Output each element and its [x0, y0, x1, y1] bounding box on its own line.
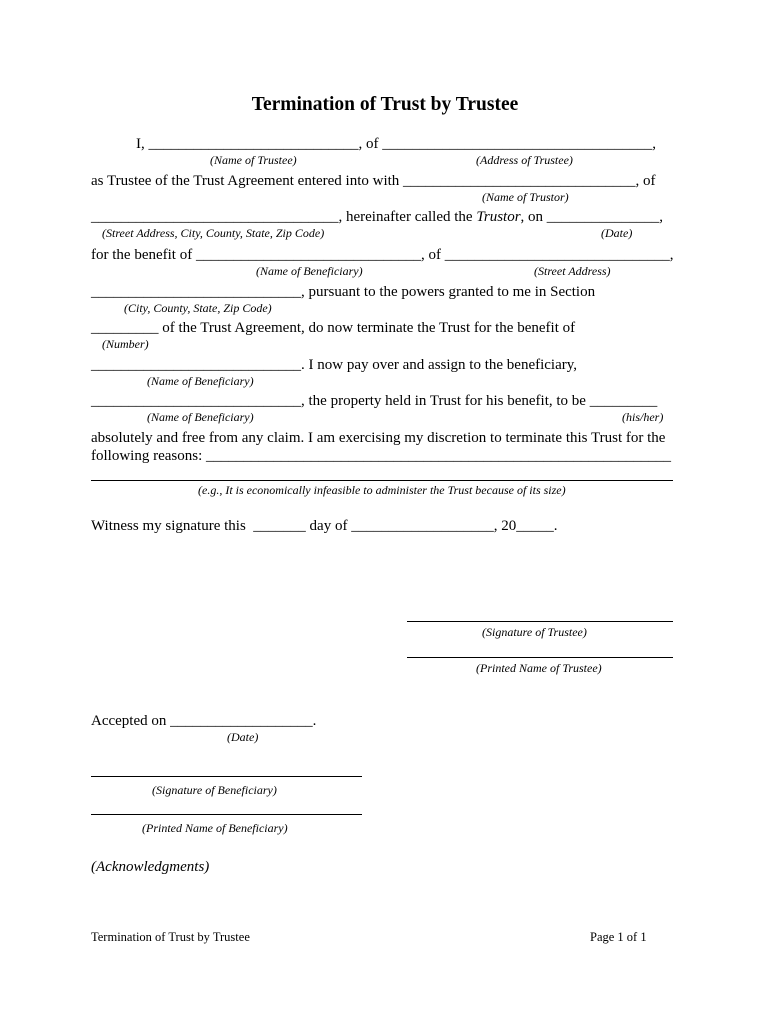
caption-signature-of-trustee: (Signature of Trustee) — [482, 625, 587, 639]
document-title: Termination of Trust by Trustee — [251, 94, 519, 115]
reasons-line: following reasons: ______________________________________________________________ — [91, 448, 671, 464]
acknowledgments-heading: (Acknowledgments) — [91, 859, 210, 875]
trustor-address-text-b: , on _______________, — [520, 209, 664, 225]
trustee-line: I, ____________________________, of ____________________________________, — [136, 136, 656, 152]
footer-title: Termination of Trust by Trustee — [91, 930, 250, 944]
caption-street-address-full: (Street Address, City, County, State, Zip Code) — [102, 226, 325, 240]
caption-accept-date: (Date) — [227, 730, 259, 744]
trustor-address-line — [91, 208, 663, 226]
assign-line: ____________________________. I now pay over and assign to the beneficiary, — [91, 357, 578, 373]
reasons-blank-line — [91, 480, 673, 481]
footer-page-number: Page 1 of 1 — [590, 930, 647, 944]
caption-name-of-trustee: (Name of Trustee) — [210, 153, 297, 167]
caption-number: (Number) — [102, 337, 149, 351]
caption-signature-of-beneficiary: (Signature of Beneficiary) — [152, 783, 277, 797]
caption-printed-name-of-trustee: (Printed Name of Trustee) — [476, 661, 602, 675]
trustor-term: Trustor — [476, 209, 521, 225]
caption-name-of-trustor: (Name of Trustor) — [482, 190, 569, 204]
caption-street-address: (Street Address) — [534, 264, 611, 278]
property-line: ____________________________, the property held in Trust for his benefit, to be _________ — [91, 393, 658, 409]
witness-line: Witness my signature this _______ day of ___________________, 20_____. — [91, 518, 558, 534]
beneficiary-signature-line — [91, 776, 362, 777]
section-powers-line: ____________________________, pursuant to the powers granted to me in Section — [91, 284, 596, 300]
terminate-trust-line: _________ of the Trust Agreement, do now terminate the Trust for the benefit of — [91, 320, 576, 336]
accepted-on-line: Accepted on ___________________. — [91, 713, 317, 729]
caption-city-county-state-zip: (City, County, State, Zip Code) — [124, 301, 272, 315]
beneficiary-printed-name-line — [91, 814, 362, 815]
caption-example-reason: (e.g., It is economically infeasible to administer the Trust because of its size) — [198, 483, 566, 497]
caption-date: (Date) — [601, 226, 633, 240]
caption-name-of-beneficiary: (Name of Beneficiary) — [256, 264, 363, 278]
caption-name-of-beneficiary-3: (Name of Beneficiary) — [147, 410, 254, 424]
caption-printed-name-of-beneficiary: (Printed Name of Beneficiary) — [142, 821, 288, 835]
caption-his-her: (his/her) — [622, 410, 664, 424]
trustee-signature-line — [407, 621, 673, 622]
beneficiary-line: for the benefit of ______________________________, of ______________________________, — [91, 247, 674, 263]
trust-agreement-line: as Trustee of the Trust Agreement entered into with _______________________________, of — [91, 173, 656, 189]
caption-name-of-beneficiary-2: (Name of Beneficiary) — [147, 374, 254, 388]
trustor-address-text-a: _________________________________, hereinafter called the — [91, 209, 477, 225]
trustee-printed-name-line — [407, 657, 673, 658]
caption-address-of-trustee: (Address of Trustee) — [476, 153, 573, 167]
discretion-line: absolutely and free from any claim. I am exercising my discretion to terminate this Trust for the — [91, 430, 666, 446]
